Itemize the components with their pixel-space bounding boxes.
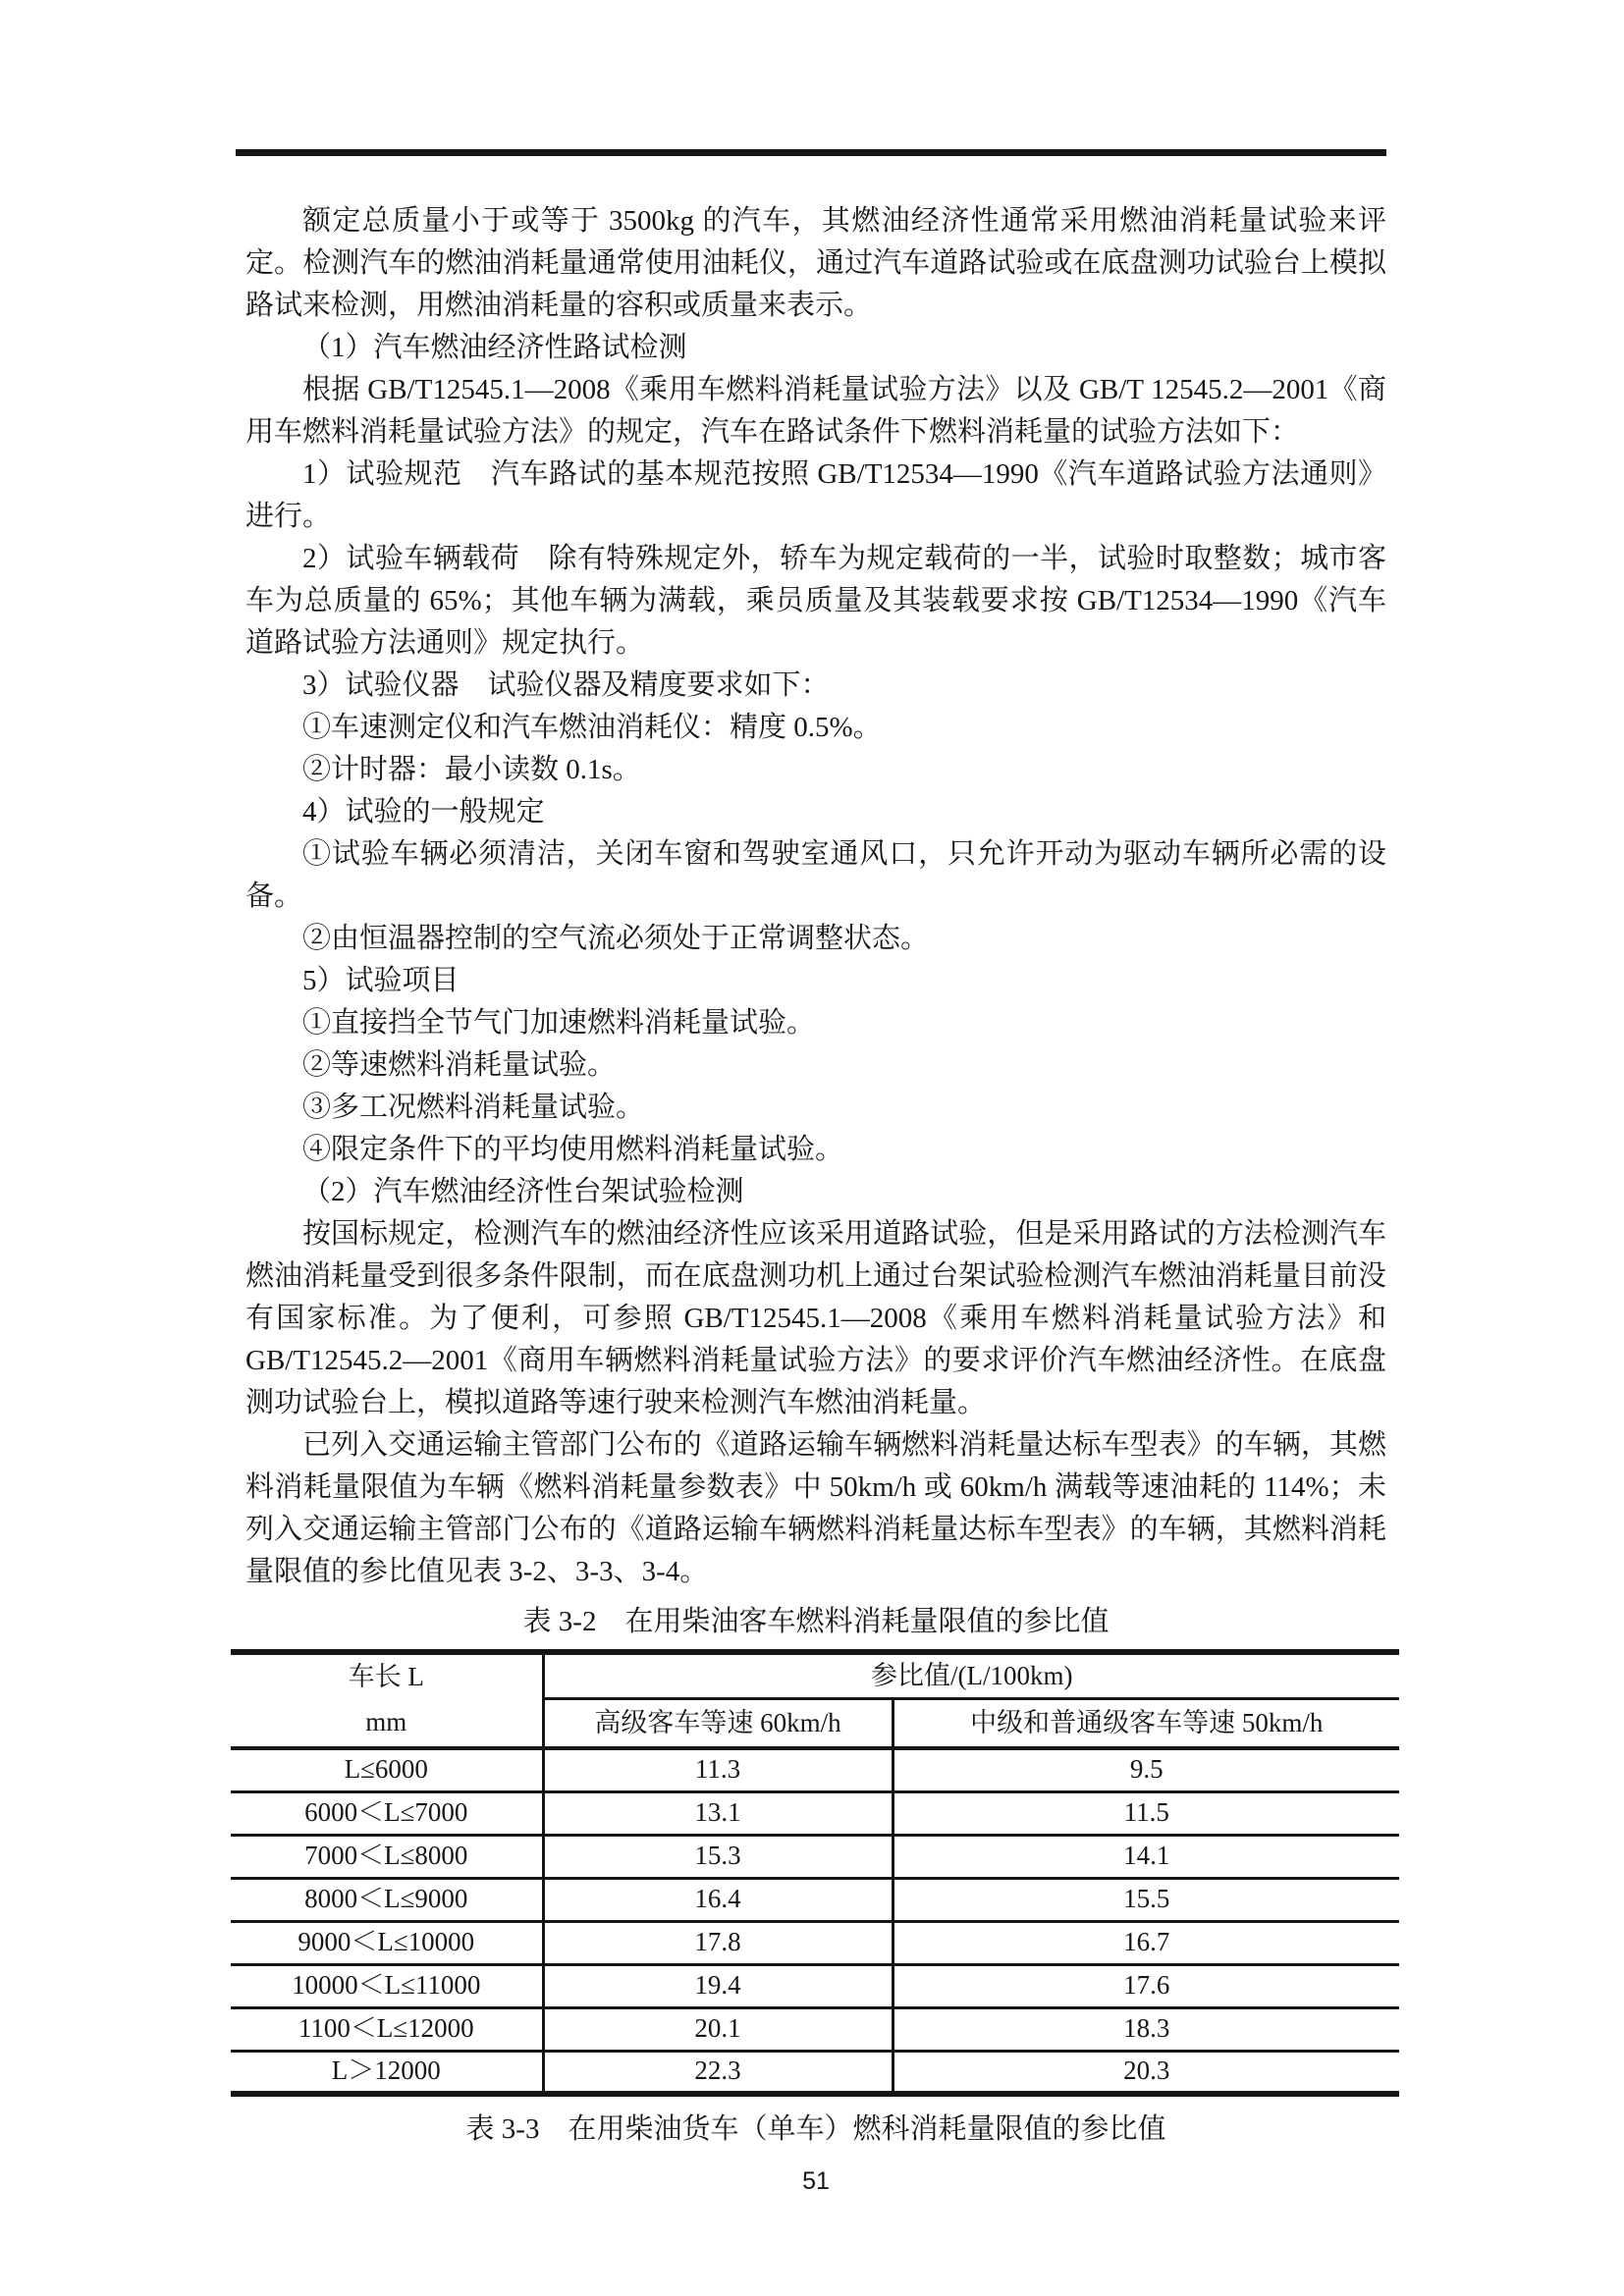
paragraph: 根据 GB/T12545.1—2008《乘用车燃料消耗量试验方法》以及 GB/T 12545.2—2001《商用车燃料消耗量试验方法》的规定，汽车在路试条件下燃料消耗量的试验方法如下： — [245, 374, 1386, 448]
table-3-2 — [231, 1649, 1399, 2097]
list-item-test-projects: 5）试验项目 — [302, 965, 460, 996]
table-row — [231, 1835, 1399, 1878]
cell-length-range: L＞12000 — [231, 2051, 543, 2094]
cell-value: 17.8 — [543, 1921, 893, 1964]
section-heading-road-test: （1）汽车燃油经济性路试检测 — [302, 332, 687, 363]
cell-value: 17.6 — [893, 1964, 1399, 2007]
header-rule — [236, 149, 1386, 156]
sub-item: ④限定条件下的平均使用燃料消耗量试验。 — [302, 1134, 844, 1165]
table-header-vehicle-length-unit: mm — [365, 1707, 407, 1737]
cell-value: 14.1 — [893, 1835, 1399, 1878]
table-3-3-caption: 表 3-3 在用柴油货车（单车）燃科消耗量限值的参比值 — [465, 2113, 1166, 2145]
cell-value: 11.5 — [893, 1791, 1399, 1835]
cell-length-range: 6000＜L≤7000 — [231, 1791, 543, 1835]
table-3-2-caption: 表 3-2 在用柴油客车燃料消耗量限值的参比值 — [522, 1606, 1110, 1637]
table-subheader-mid-ordinary-coach: 中级和普通级客车等速 50km/h — [893, 1698, 1399, 1748]
table-row — [231, 2007, 1399, 2051]
table-row — [231, 1921, 1399, 1964]
table-header-vehicle-length — [231, 1652, 543, 1748]
sub-item: ①试验车辆必须清洁，关闭车窗和驾驶室通风口，只允许开动为驱动车辆所必需的设备。 — [245, 838, 1386, 912]
page-number: 51 — [802, 2167, 830, 2195]
table-row — [231, 1791, 1399, 1835]
paragraph: 已列入交通运输主管部门公布的《道路运输车辆燃料消耗量达标车型表》的车辆，其燃料消耗量限值为车辆《燃料消耗量参数表》中 50km/h 或 60km/h 满载等速油耗的 114%；未列入交通运输主管部门公布的《道路运输车辆燃料消耗量达标车型表》的车辆，其燃料消耗量限值的参比值见表 3-2、3-3、3-4。 — [245, 1429, 1386, 1587]
cell-value: 22.3 — [543, 2051, 893, 2094]
cell-value: 13.1 — [543, 1791, 893, 1835]
cell-value: 20.1 — [543, 2007, 893, 2051]
cell-value: 18.3 — [893, 2007, 1399, 2051]
sub-item: ②等速燃料消耗量试验。 — [302, 1049, 617, 1081]
list-item-test-instrument: 3）试验仪器 试验仪器及精度要求如下： — [302, 669, 830, 701]
table-row — [231, 1748, 1399, 1791]
cell-length-range: 7000＜L≤8000 — [231, 1835, 543, 1878]
cell-value: 15.5 — [893, 1878, 1399, 1921]
document-body — [245, 200, 1386, 2196]
list-item-general-rules: 4）试验的一般规定 — [302, 796, 545, 828]
cell-value: 11.3 — [543, 1748, 893, 1791]
sub-item: ①车速测定仪和汽车燃油消耗仪：精度 0.5%。 — [302, 712, 882, 743]
section-heading-bench-test: （2）汽车燃油经济性台架试验检测 — [302, 1176, 744, 1207]
sub-item: ③多工况燃料消耗量试验。 — [302, 1092, 645, 1123]
table-row — [231, 1878, 1399, 1921]
cell-value: 19.4 — [543, 1964, 893, 2007]
table-subheader-premium-coach: 高级客车等速 60km/h — [543, 1698, 893, 1748]
table-row — [231, 2051, 1399, 2094]
cell-value: 15.3 — [543, 1835, 893, 1878]
cell-length-range: 1100＜L≤12000 — [231, 2007, 543, 2051]
cell-length-range: 9000＜L≤10000 — [231, 1921, 543, 1964]
cell-value: 16.7 — [893, 1921, 1399, 1964]
cell-value: 16.4 — [543, 1878, 893, 1921]
table-header-reference-value: 参比值/(L/100km) — [543, 1652, 1399, 1698]
paragraph: 额定总质量小于或等于 3500kg 的汽车，其燃油经济性通常采用燃油消耗量试验来评定。检测汽车的燃油消耗量通常使用油耗仪，通过汽车道路试验或在底盘测功试验台上模拟路试来检测，用燃油消耗量的容积或质量来表示。 — [245, 205, 1386, 321]
sub-item: ②计时器：最小读数 0.1s。 — [302, 754, 641, 785]
sub-item: ①直接挡全节气门加速燃料消耗量试验。 — [302, 1007, 816, 1039]
cell-length-range: L≤6000 — [344, 1754, 428, 1785]
cell-value: 9.5 — [893, 1748, 1399, 1791]
cell-value: 20.3 — [893, 2051, 1399, 2094]
cell-length-range: 10000＜L≤11000 — [231, 1964, 543, 2007]
list-item-test-spec: 1）试验规范 汽车路试的基本规范按照 GB/T12534—1990《汽车道路试验方法通则》进行。 — [245, 458, 1386, 532]
table-row — [231, 1964, 1399, 2007]
table-3-2-header — [231, 1652, 1399, 1748]
table-header-vehicle-length-label: 车长 L — [348, 1661, 424, 1691]
list-item-test-load: 2）试验车辆载荷 除有特殊规定外，轿车为规定载荷的一半，试验时取整数；城市客车为总质量的 65%；其他车辆为满载，乘员质量及其装载要求按 GB/T12534—1990《汽车道路试验方法通则》规定执行。 — [245, 543, 1386, 659]
cell-length-range: 8000＜L≤9000 — [231, 1878, 543, 1921]
paragraph: 按国标规定，检测汽车的燃油经济性应该采用道路试验，但是采用路试的方法检测汽车燃油消耗量受到很多条件限制，而在底盘测功机上通过台架试验检测汽车燃油消耗量目前没有国家标准。为了便利，可参照 GB/T12545.1—2008《乘用车燃料消耗量试验方法》和 GB/T12545.2—2001《商用车辆燃料消耗量试验方法》的要求评价汽车燃油经济性。在底盘测功试验台上，模拟道路等速行驶来检测汽车燃油消耗量。 — [245, 1218, 1386, 1418]
sub-item: ②由恒温器控制的空气流必须处于正常调整状态。 — [302, 923, 930, 954]
